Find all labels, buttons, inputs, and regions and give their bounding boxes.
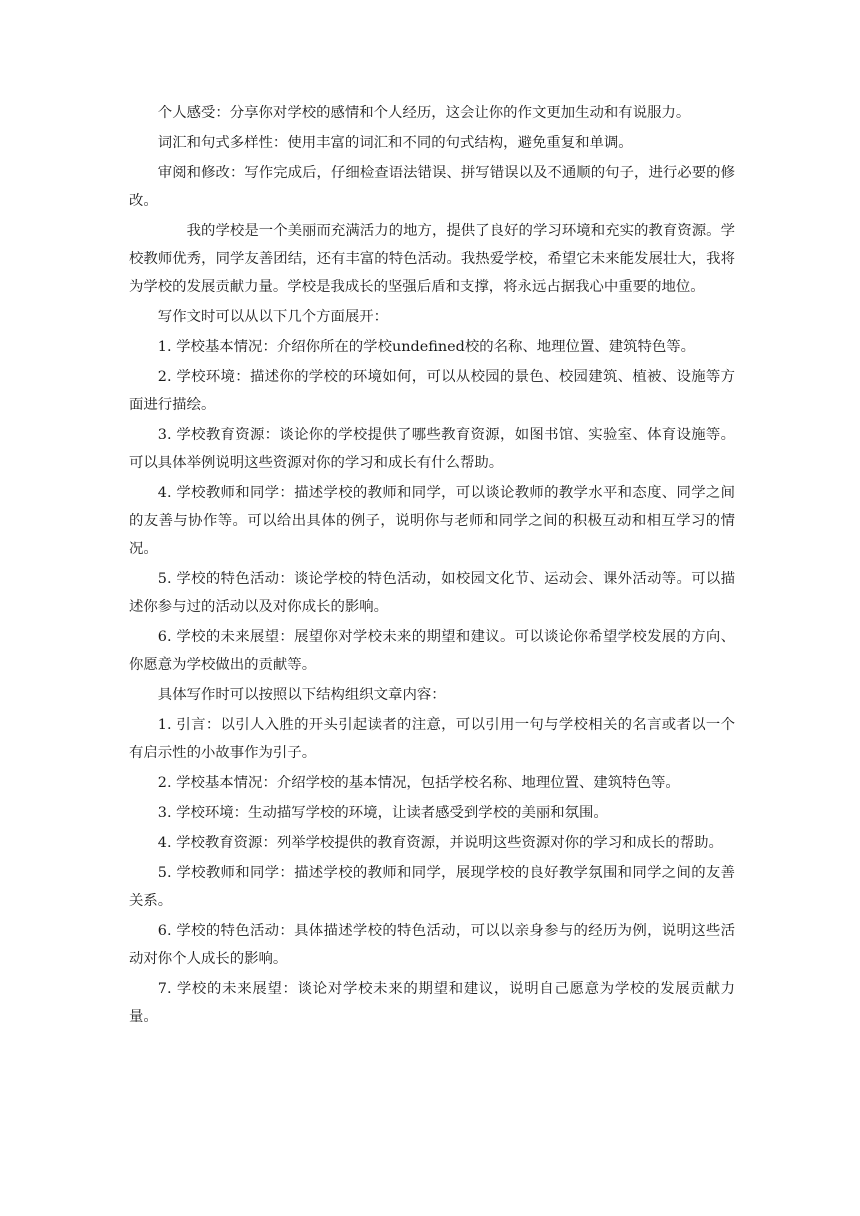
list-item-5: 5. 学校的特色活动：谈论学校的特色活动，如校园文化节、运动会、课外活动等。可以描述你参与过的活动以及对你成长的影响。	[129, 571, 735, 615]
list-item-2: 2. 学校环境：描述你的学校的环境如何，可以从校园的景色、校园建筑、植被、设施等方面进行描绘。	[129, 369, 735, 413]
list-item-6: 6. 学校的未来展望：展望你对学校未来的期望和建议。可以谈论你希望学校发展的方向、你愿意为学校做出的贡献等。	[129, 629, 735, 673]
structure-item-7: 7. 学校的未来展望：谈论对学校未来的期望和建议，说明自己愿意为学校的发展贡献力量。	[129, 981, 735, 1025]
paragraph-review-revise: 审阅和修改：写作完成后，仔细检查语法错误、拼写错误以及不通顺的句子，进行必要的修改。	[129, 165, 735, 209]
structure-item-6: 6. 学校的特色活动：具体描述学校的特色活动，可以以亲身参与的经历为例，说明这些活动对你个人成长的影响。	[129, 923, 735, 967]
paragraph-vocabulary-variety: 词汇和句式多样性：使用丰富的词汇和不同的句式结构，避免重复和单调。	[157, 135, 633, 151]
paragraph-summary: 我的学校是一个美丽而充满活力的地方，提供了良好的学习环境和充实的教育资源。学校教师优秀，同学友善团结，还有丰富的特色活动。我热爱学校，希望它未来能发展壮大，我将为学校的发展贡献力量。学校是我成长的坚强后盾和支撑，将永远占据我心中重要的地位。	[129, 223, 735, 295]
document-body	[129, 99, 735, 1033]
structure-item-4: 4. 学校教育资源：列举学校提供的教育资源，并说明这些资源对你的学习和成长的帮助。	[157, 835, 723, 851]
list-item-3: 3. 学校教育资源：谈论你的学校提供了哪些教育资源，如图书馆、实验室、体育设施等。可以具体举例说明这些资源对你的学习和成长有什么帮助。	[129, 427, 735, 471]
paragraph-personal-feelings: 个人感受：分享你对学校的感情和个人经历，这会让你的作文更加生动和有说服力。	[157, 105, 691, 121]
paragraph-structure-intro: 具体写作时可以按照以下结构组织文章内容：	[157, 687, 446, 703]
paragraph-outline-intro: 写作文时可以从以下几个方面展开：	[157, 309, 389, 325]
list-item-4: 4. 学校教师和同学：描述学校的教师和同学，可以谈论教师的教学水平和态度、同学之间的友善与协作等。可以给出具体的例子，说明你与老师和同学之间的积极互动和相互学习的情况。	[129, 485, 735, 557]
structure-item-5: 5. 学校教师和同学：描述学校的教师和同学，展现学校的良好教学氛围和同学之间的友善关系。	[129, 865, 735, 909]
structure-item-1: 1. 引言：以引人入胜的开头引起读者的注意，可以引用一句与学校相关的名言或者以一个有启示性的小故事作为引子。	[129, 717, 735, 761]
list-item-1: 1. 学校基本情况：介绍你所在的学校undefined校的名称、地理位置、建筑特色等。	[157, 339, 696, 355]
structure-item-3: 3. 学校环境：生动描写学校的环境，让读者感受到学校的美丽和氛围。	[157, 805, 608, 821]
structure-item-2: 2. 学校基本情况：介绍学校的基本情况，包括学校名称、地理位置、建筑特色等。	[157, 775, 680, 791]
